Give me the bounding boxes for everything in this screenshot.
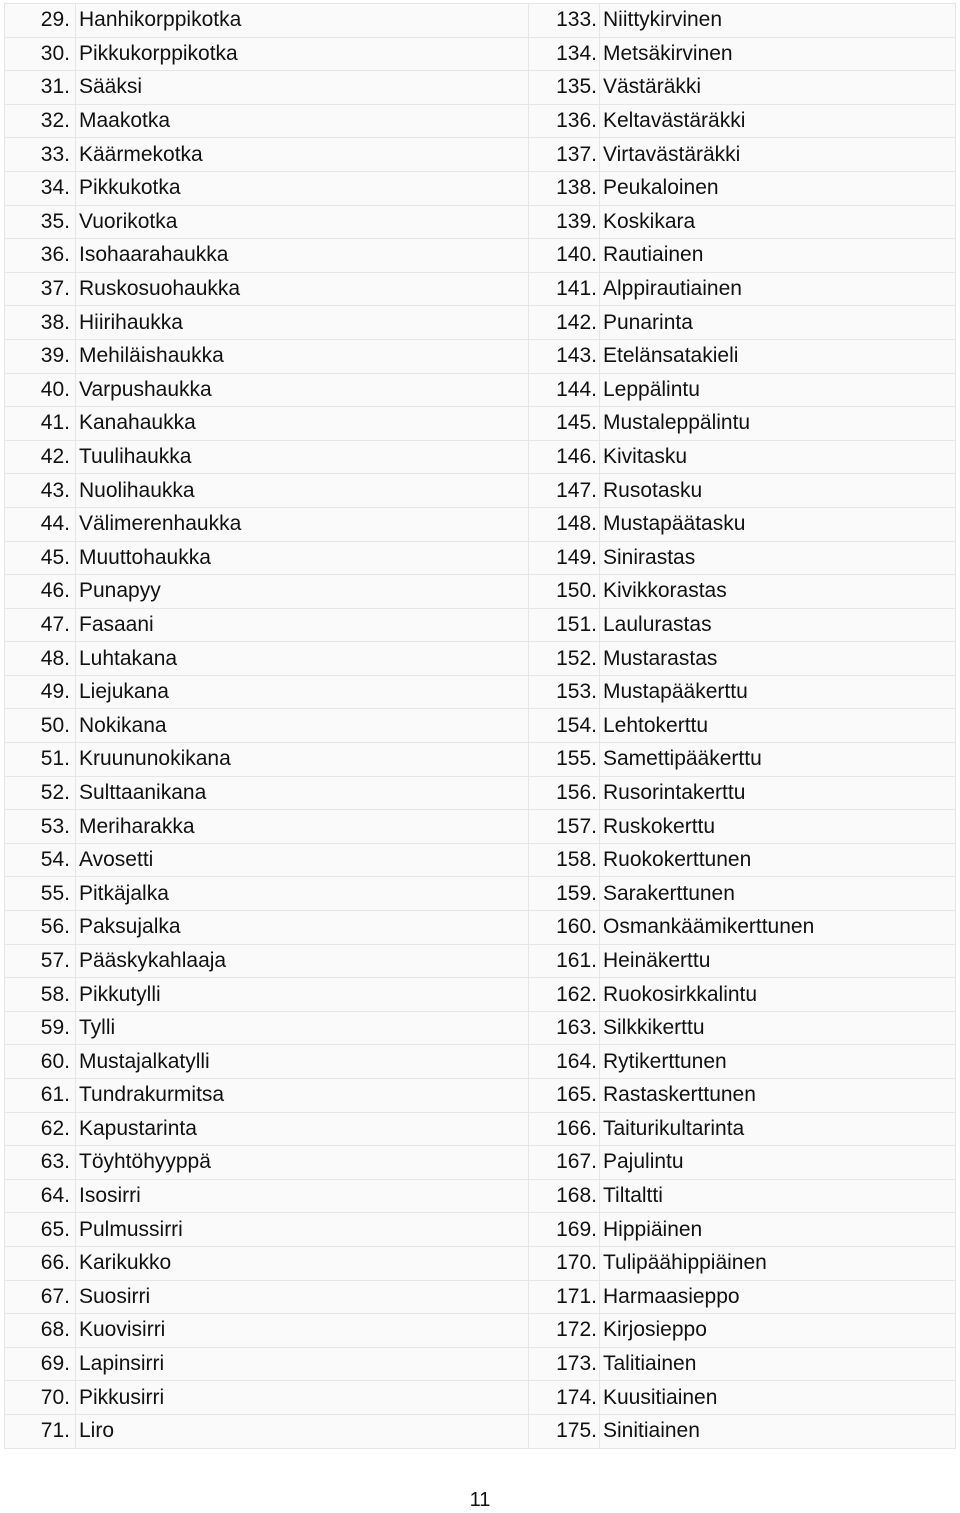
table-row [5, 608, 956, 642]
left-species-name-cell: Nokikana [76, 709, 529, 743]
right-number-cell: 138. [529, 171, 600, 205]
table-row [5, 1213, 956, 1247]
right-number-cell: 133. [529, 4, 600, 38]
table-row [5, 1347, 956, 1381]
right-species-name-cell: Kirjosieppo [600, 1314, 956, 1348]
left-species-name-cell: Kanahaukka [76, 407, 529, 441]
right-species-name-cell: Mustaleppälintu [600, 407, 956, 441]
table-row [5, 978, 956, 1012]
table-row [5, 743, 956, 777]
left-species-name-cell: Pikkukorppikotka [76, 37, 529, 71]
table-row [5, 1079, 956, 1113]
left-number-cell: 47. [5, 608, 76, 642]
table-row [5, 474, 956, 508]
right-number-cell: 157. [529, 810, 600, 844]
right-number-cell: 142. [529, 306, 600, 340]
right-number-cell: 158. [529, 843, 600, 877]
left-species-name-cell: Muuttohaukka [76, 541, 529, 575]
left-species-name-cell: Isohaarahaukka [76, 239, 529, 273]
left-species-name-cell: Liro [76, 1414, 529, 1448]
right-species-name-cell: Talitiainen [600, 1347, 956, 1381]
right-number-cell: 145. [529, 407, 600, 441]
left-number-cell: 39. [5, 339, 76, 373]
table-row [5, 776, 956, 810]
right-number-cell: 152. [529, 642, 600, 676]
right-number-cell: 134. [529, 37, 600, 71]
left-number-cell: 56. [5, 911, 76, 945]
table-row [5, 1179, 956, 1213]
table-row [5, 440, 956, 474]
right-number-cell: 175. [529, 1414, 600, 1448]
table-row [5, 911, 956, 945]
left-species-name-cell: Käärmekotka [76, 138, 529, 172]
left-species-name-cell: Pitkäjalka [76, 877, 529, 911]
right-species-name-cell: Kivitasku [600, 440, 956, 474]
left-number-cell: 60. [5, 1045, 76, 1079]
left-number-cell: 38. [5, 306, 76, 340]
left-number-cell: 67. [5, 1280, 76, 1314]
right-species-name-cell: Hippiäinen [600, 1213, 956, 1247]
left-number-cell: 63. [5, 1146, 76, 1180]
right-number-cell: 144. [529, 373, 600, 407]
right-species-name-cell: Mustarastas [600, 642, 956, 676]
table-row [5, 541, 956, 575]
table-row [5, 1112, 956, 1146]
left-species-name-cell: Meriharakka [76, 810, 529, 844]
right-number-cell: 141. [529, 272, 600, 306]
left-species-name-cell: Kuovisirri [76, 1314, 529, 1348]
left-species-name-cell: Pääskykahlaaja [76, 944, 529, 978]
right-species-name-cell: Leppälintu [600, 373, 956, 407]
left-number-cell: 34. [5, 171, 76, 205]
right-species-name-cell: Laulurastas [600, 608, 956, 642]
right-species-name-cell: Pajulintu [600, 1146, 956, 1180]
left-species-name-cell: Varpushaukka [76, 373, 529, 407]
left-species-name-cell: Nuolihaukka [76, 474, 529, 508]
right-species-name-cell: Rautiainen [600, 239, 956, 273]
right-number-cell: 139. [529, 205, 600, 239]
right-species-name-cell: Silkkikerttu [600, 1011, 956, 1045]
right-species-name-cell: Virtavästäräkki [600, 138, 956, 172]
left-number-cell: 40. [5, 373, 76, 407]
table-row [5, 339, 956, 373]
left-species-name-cell: Vuorikotka [76, 205, 529, 239]
table-row [5, 709, 956, 743]
left-species-name-cell: Töyhtöhyyppä [76, 1146, 529, 1180]
left-species-name-cell: Luhtakana [76, 642, 529, 676]
right-species-name-cell: Niittykirvinen [600, 4, 956, 38]
right-species-name-cell: Osmankäämikerttunen [600, 911, 956, 945]
left-number-cell: 70. [5, 1381, 76, 1415]
left-species-name-cell: Punapyy [76, 575, 529, 609]
table-row [5, 1381, 956, 1415]
left-number-cell: 61. [5, 1079, 76, 1113]
table-row [5, 71, 956, 105]
left-number-cell: 29. [5, 4, 76, 38]
right-species-name-cell: Mustapääkerttu [600, 675, 956, 709]
table-row [5, 1414, 956, 1448]
right-number-cell: 164. [529, 1045, 600, 1079]
right-number-cell: 153. [529, 675, 600, 709]
left-species-name-cell: Mustajalkatylli [76, 1045, 529, 1079]
left-species-name-cell: Ruskosuohaukka [76, 272, 529, 306]
right-number-cell: 167. [529, 1146, 600, 1180]
right-number-cell: 160. [529, 911, 600, 945]
left-number-cell: 59. [5, 1011, 76, 1045]
table-row [5, 205, 956, 239]
left-number-cell: 51. [5, 743, 76, 777]
left-number-cell: 53. [5, 810, 76, 844]
right-species-name-cell: Etelänsatakieli [600, 339, 956, 373]
left-species-name-cell: Paksujalka [76, 911, 529, 945]
left-species-name-cell: Tundrakurmitsa [76, 1079, 529, 1113]
left-number-cell: 45. [5, 541, 76, 575]
left-number-cell: 44. [5, 507, 76, 541]
right-species-name-cell: Harmaasieppo [600, 1280, 956, 1314]
left-species-name-cell: Pikkutylli [76, 978, 529, 1012]
left-number-cell: 64. [5, 1179, 76, 1213]
left-number-cell: 46. [5, 575, 76, 609]
right-number-cell: 161. [529, 944, 600, 978]
right-number-cell: 171. [529, 1280, 600, 1314]
right-number-cell: 149. [529, 541, 600, 575]
right-species-name-cell: Sinirastas [600, 541, 956, 575]
right-species-name-cell: Peukaloinen [600, 171, 956, 205]
right-species-name-cell: Sinitiainen [600, 1414, 956, 1448]
page-number: 11 [469, 1489, 491, 1511]
right-number-cell: 166. [529, 1112, 600, 1146]
right-number-cell: 140. [529, 239, 600, 273]
table-row [5, 239, 956, 273]
left-species-name-cell: Maakotka [76, 104, 529, 138]
right-species-name-cell: Koskikara [600, 205, 956, 239]
left-species-name-cell: Pikkusirri [76, 1381, 529, 1415]
left-number-cell: 48. [5, 642, 76, 676]
right-number-cell: 174. [529, 1381, 600, 1415]
table-row [5, 642, 956, 676]
right-species-name-cell: Taiturikultarinta [600, 1112, 956, 1146]
species-table [4, 3, 956, 1449]
right-number-cell: 163. [529, 1011, 600, 1045]
table-row [5, 1146, 956, 1180]
table-row [5, 843, 956, 877]
table-row [5, 877, 956, 911]
right-species-name-cell: Rusotasku [600, 474, 956, 508]
left-number-cell: 57. [5, 944, 76, 978]
left-number-cell: 68. [5, 1314, 76, 1348]
right-number-cell: 155. [529, 743, 600, 777]
right-species-name-cell: Ruokosirkkalintu [600, 978, 956, 1012]
right-species-name-cell: Metsäkirvinen [600, 37, 956, 71]
right-number-cell: 150. [529, 575, 600, 609]
table-row [5, 1246, 956, 1280]
table-row [5, 4, 956, 38]
left-number-cell: 58. [5, 978, 76, 1012]
right-species-name-cell: Alppirautiainen [600, 272, 956, 306]
right-number-cell: 170. [529, 1246, 600, 1280]
right-number-cell: 156. [529, 776, 600, 810]
species-table-body [5, 4, 956, 1449]
table-row [5, 944, 956, 978]
left-species-name-cell: Pulmussirri [76, 1213, 529, 1247]
table-row [5, 373, 956, 407]
table-row [5, 407, 956, 441]
left-species-name-cell: Välimerenhaukka [76, 507, 529, 541]
left-number-cell: 41. [5, 407, 76, 441]
right-number-cell: 168. [529, 1179, 600, 1213]
right-species-name-cell: Punarinta [600, 306, 956, 340]
right-species-name-cell: Tulipäähippiäinen [600, 1246, 956, 1280]
left-species-name-cell: Fasaani [76, 608, 529, 642]
left-number-cell: 42. [5, 440, 76, 474]
right-number-cell: 159. [529, 877, 600, 911]
left-species-name-cell: Kruununokikana [76, 743, 529, 777]
right-species-name-cell: Samettipääkerttu [600, 743, 956, 777]
right-species-name-cell: Rastaskerttunen [600, 1079, 956, 1113]
right-number-cell: 143. [529, 339, 600, 373]
right-species-name-cell: Heinäkerttu [600, 944, 956, 978]
right-number-cell: 162. [529, 978, 600, 1012]
left-species-name-cell: Sääksi [76, 71, 529, 105]
left-species-name-cell: Suosirri [76, 1280, 529, 1314]
right-species-name-cell: Tiltaltti [600, 1179, 956, 1213]
right-species-name-cell: Lehtokerttu [600, 709, 956, 743]
right-species-name-cell: Kuusitiainen [600, 1381, 956, 1415]
left-species-name-cell: Tylli [76, 1011, 529, 1045]
right-species-name-cell: Västäräkki [600, 71, 956, 105]
right-number-cell: 165. [529, 1079, 600, 1113]
left-species-name-cell: Liejukana [76, 675, 529, 709]
table-row [5, 810, 956, 844]
right-number-cell: 136. [529, 104, 600, 138]
left-number-cell: 55. [5, 877, 76, 911]
right-number-cell: 146. [529, 440, 600, 474]
left-number-cell: 50. [5, 709, 76, 743]
left-number-cell: 36. [5, 239, 76, 273]
right-species-name-cell: Kivikkorastas [600, 575, 956, 609]
right-number-cell: 172. [529, 1314, 600, 1348]
left-number-cell: 62. [5, 1112, 76, 1146]
table-row [5, 1314, 956, 1348]
left-number-cell: 31. [5, 71, 76, 105]
table-row [5, 138, 956, 172]
table-row [5, 1045, 956, 1079]
right-number-cell: 151. [529, 608, 600, 642]
table-row [5, 272, 956, 306]
right-species-name-cell: Mustapäätasku [600, 507, 956, 541]
table-row [5, 575, 956, 609]
right-species-name-cell: Rytikerttunen [600, 1045, 956, 1079]
table-row [5, 306, 956, 340]
left-species-name-cell: Kapustarinta [76, 1112, 529, 1146]
left-species-name-cell: Lapinsirri [76, 1347, 529, 1381]
left-species-name-cell: Sulttaanikana [76, 776, 529, 810]
left-number-cell: 52. [5, 776, 76, 810]
table-row [5, 1280, 956, 1314]
right-species-name-cell: Keltavästäräkki [600, 104, 956, 138]
right-number-cell: 137. [529, 138, 600, 172]
right-species-name-cell: Sarakerttunen [600, 877, 956, 911]
right-species-name-cell: Rusorintakerttu [600, 776, 956, 810]
left-number-cell: 32. [5, 104, 76, 138]
table-row [5, 104, 956, 138]
left-species-name-cell: Isosirri [76, 1179, 529, 1213]
left-species-name-cell: Avosetti [76, 843, 529, 877]
left-number-cell: 71. [5, 1414, 76, 1448]
left-number-cell: 35. [5, 205, 76, 239]
left-number-cell: 49. [5, 675, 76, 709]
right-species-name-cell: Ruokokerttunen [600, 843, 956, 877]
right-number-cell: 154. [529, 709, 600, 743]
left-species-name-cell: Tuulihaukka [76, 440, 529, 474]
table-row [5, 507, 956, 541]
left-number-cell: 37. [5, 272, 76, 306]
right-species-name-cell: Ruskokerttu [600, 810, 956, 844]
left-species-name-cell: Pikkukotka [76, 171, 529, 205]
table-row [5, 37, 956, 71]
right-number-cell: 173. [529, 1347, 600, 1381]
left-species-name-cell: Hiirihaukka [76, 306, 529, 340]
left-number-cell: 54. [5, 843, 76, 877]
table-row [5, 675, 956, 709]
table-row [5, 1011, 956, 1045]
right-number-cell: 148. [529, 507, 600, 541]
left-number-cell: 65. [5, 1213, 76, 1247]
right-number-cell: 169. [529, 1213, 600, 1247]
right-number-cell: 135. [529, 71, 600, 105]
left-number-cell: 43. [5, 474, 76, 508]
right-number-cell: 147. [529, 474, 600, 508]
left-number-cell: 66. [5, 1246, 76, 1280]
table-row [5, 171, 956, 205]
left-species-name-cell: Mehiläishaukka [76, 339, 529, 373]
left-species-name-cell: Karikukko [76, 1246, 529, 1280]
left-species-name-cell: Hanhikorppikotka [76, 4, 529, 38]
left-number-cell: 69. [5, 1347, 76, 1381]
left-number-cell: 33. [5, 138, 76, 172]
left-number-cell: 30. [5, 37, 76, 71]
